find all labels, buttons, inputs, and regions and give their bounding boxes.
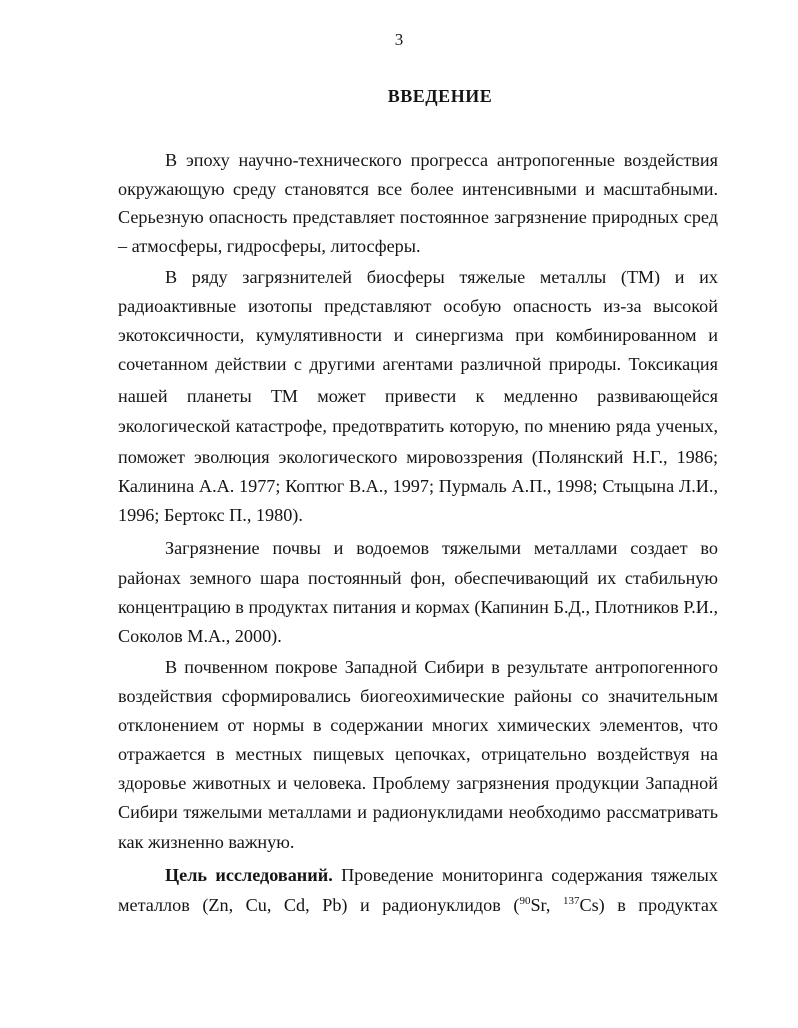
paragraph-4-line: здоровье животных и человека. Проблему загрязнения продукции Западной <box>118 773 718 793</box>
goal-text-a: металлов (Zn, Cu, Cd, Pb) и радионуклидов ( <box>118 895 520 915</box>
paragraph-4-line: В почвенном покрове Западной Сибири в результате антропогенного <box>165 657 718 677</box>
paragraph-2-line: Калинина А.А. 1977; Коптюг В.А., 1997; Пурмаль А.П., 1998; Стыцына Л.И., <box>118 476 718 496</box>
paragraph-4-line: как жизненно важную. <box>118 832 295 852</box>
section-title: ВВЕДЕНИЕ <box>387 86 493 106</box>
paragraph-1-line: – атмосферы, гидросферы, литосферы. <box>118 236 421 256</box>
paragraph-1-line: Серьезную опасность представляет постоянное загрязнение природных сред <box>118 207 718 227</box>
goal-text-c: Cs) в продуктах <box>579 895 718 915</box>
goal-line-1 <box>165 864 718 886</box>
goal-text: Проведение мониторинга содержания тяжелых <box>341 865 718 885</box>
paragraph-2-line: 1996; Бертокс П., 1980). <box>118 505 303 525</box>
paragraph-4-line: Сибири тяжелыми металлами и радионуклидами необходимо рассматривать <box>118 802 718 822</box>
goal-text-b: Sr, <box>530 895 563 915</box>
paragraph-2-line: экотоксичности, кумулятивности и синергизма при комбинированном и <box>118 325 718 345</box>
goal-lead: Цель исследований. <box>165 865 333 885</box>
paragraph-2-line: сочетанном действии с другими агентами различной природы. Токсикация <box>118 354 718 374</box>
isotope-mass-sr: 90 <box>519 895 531 907</box>
paragraph-4-line: воздействия сформировались биогеохимические районы со значительным <box>118 686 718 706</box>
isotope-mass-cs: 137 <box>562 895 580 907</box>
paragraph-3-line: концентрацию в продуктах питания и кормах (Капинин Б.Д., Плотников Р.И., <box>118 597 718 617</box>
paragraph-3-line: Соколов М.А., 2000). <box>118 626 282 646</box>
paragraph-3-line: районах земного шара постоянный фон, обеспечивающий их стабильную <box>118 568 718 588</box>
paragraph-2-line: экологической катастрофе, предотвратить которую, по мнению ряда ученых, <box>118 416 718 436</box>
paragraph-2-line: нашей планеты ТМ может привести к медленно развивающейся <box>118 386 718 406</box>
paragraph-2-line: В ряду загрязнителей биосферы тяжелые металлы (ТМ) и их <box>165 267 718 287</box>
goal-line-2 <box>118 894 718 916</box>
paragraph-2-line: радиоактивные изотопы представляют особую опасность из-за высокой <box>118 296 718 316</box>
page-number: 3 <box>394 30 404 49</box>
paragraph-1-line: В эпоху научно-технического прогресса антропогенные воздействия <box>165 150 718 170</box>
paragraph-3-line: Загрязнение почвы и водоемов тяжелыми металлами создает во <box>165 538 718 558</box>
paragraph-1-line: окружающую среду становятся все более интенсивными и масштабными. <box>118 179 718 199</box>
paragraph-2-line: поможет эволюция экологического мировоззрения (Полянский Н.Г., 1986; <box>118 447 718 467</box>
paragraph-4-line: отражается в местных пищевых цепочках, отрицательно воздействуя на <box>118 744 718 764</box>
paragraph-4-line: отклонением от нормы в содержании многих химических элементов, что <box>118 715 718 735</box>
